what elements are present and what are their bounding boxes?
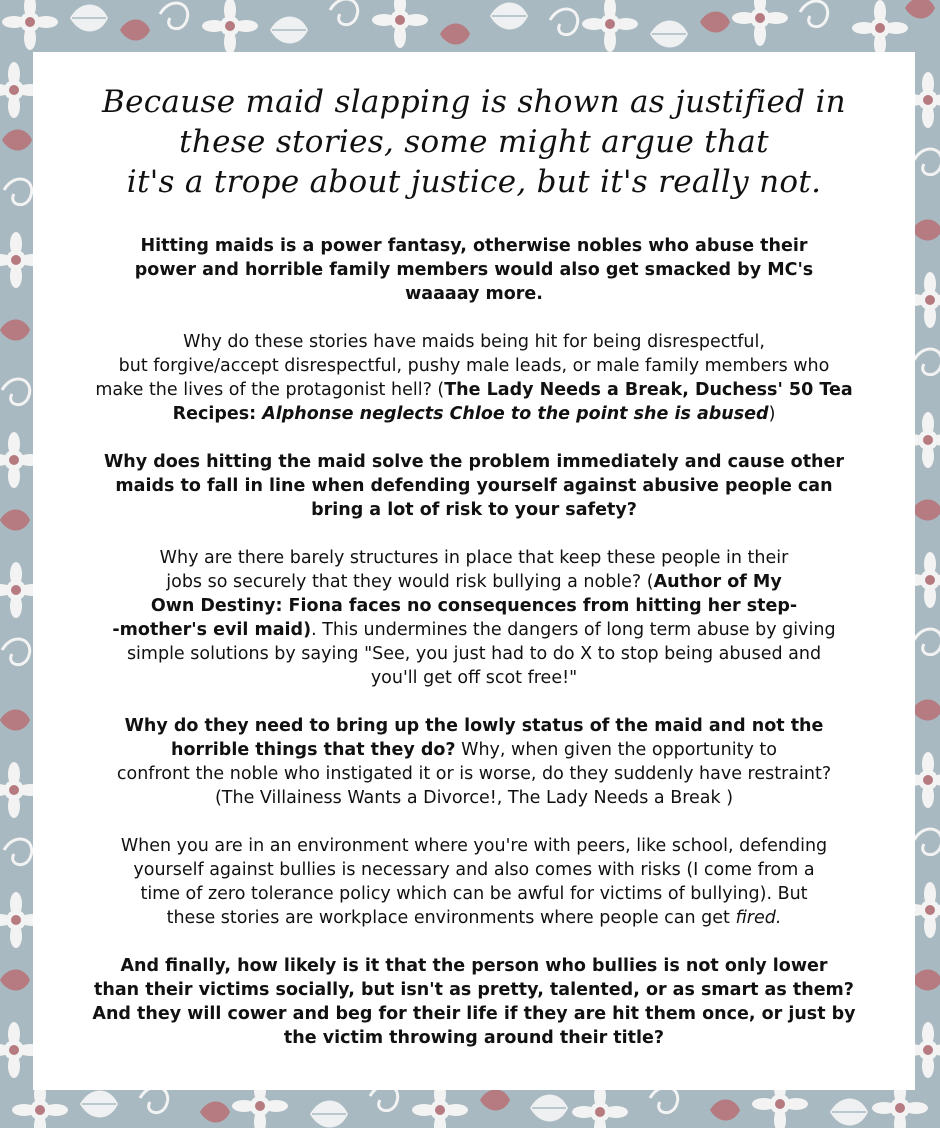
p1-line-3: waaaay more.	[405, 284, 543, 304]
p5-line-3: confront the noble who instigated it or is worse, do they suddenly have restraint?	[116, 764, 832, 784]
p2-line-1: Why do these stories have maids being hit for being disrespectful,	[183, 332, 765, 352]
p7-line-4: the victim throwing around their title?	[283, 1028, 665, 1048]
p1-line-2: power and horrible family members would also get smacked by MC's	[134, 260, 814, 280]
p4-line-2-plain: jobs so securely that they would risk bullying a noble? (	[166, 572, 654, 592]
title-line-1: Because maid slapping is shown as justified in	[102, 84, 846, 120]
paragraph-risk	[33, 450, 915, 522]
paragraph-lowly-status	[33, 714, 915, 810]
title-line-2: these stories, some might argue that	[179, 124, 769, 160]
p5-line-2-bold: horrible things that they do?	[171, 740, 456, 760]
p6-line-4-italic: fired.	[735, 908, 782, 928]
p2-line-4	[33, 402, 915, 426]
paragraph-workplace	[33, 834, 915, 930]
p4-line-1: Why are there barely structures in place that keep these people in their	[159, 548, 789, 568]
p1-line-1: Hitting maids is a power fantasy, otherwise nobles who abuse their	[140, 236, 808, 256]
article-body	[33, 234, 915, 1050]
p4-line-4-plain: . This undermines the dangers of long term abuse by giving	[311, 620, 836, 640]
p2-line-3-plain: make the lives of the protagonist hell? (	[95, 380, 445, 400]
paragraph-power-fantasy	[33, 234, 915, 306]
paragraph-disrespect	[33, 330, 915, 426]
content-panel	[33, 52, 915, 1090]
p6-line-2: yourself against bullies is necessary and also comes with risks (I come from a	[133, 860, 815, 880]
p6-line-3: time of zero tolerance policy which can be awful for victims of bullying). But	[140, 884, 808, 904]
p6-line-4-plain: these stories are workplace environments where people can get	[166, 908, 736, 928]
p4-line-2	[33, 570, 915, 594]
p4-line-2-bold: Author of My	[653, 572, 782, 592]
page-title	[33, 82, 915, 202]
p7-line-3: And they will cower and beg for their life if they are hit them once, or just by	[92, 1004, 856, 1024]
p5-line-2-plain: Why, when given the opportunity to	[455, 740, 777, 760]
p7-line-1: And finally, how likely is it that the person who bullies is not only lower	[120, 956, 828, 976]
p4-line-4	[33, 618, 915, 642]
p2-line-2: but forgive/accept disrespectful, pushy male leads, or male family members who	[118, 356, 830, 376]
p6-line-4	[33, 906, 915, 930]
paragraph-finally	[33, 954, 915, 1050]
p5-line-4: (The Villainess Wants a Divorce!, The Lady Needs a Break )	[214, 788, 734, 808]
p4-line-3: Own Destiny: Fiona faces no consequences from hitting her step-	[150, 596, 798, 616]
p6-line-1: When you are in an environment where you're with peers, like school, defending	[120, 836, 828, 856]
p2-line-4-close: )	[768, 404, 776, 424]
p4-line-6: you'll get off scot free!"	[370, 668, 578, 688]
p3-line-2: maids to fall in line when defending yourself against abusive people can	[115, 476, 833, 496]
p2-line-3-bold: The Lady Needs a Break, Duchess' 50 Tea	[444, 380, 853, 400]
p5-line-1: Why do they need to bring up the lowly status of the maid and not the	[124, 716, 824, 736]
p2-line-3	[33, 378, 915, 402]
p2-line-4-bold: Recipes:	[172, 404, 263, 424]
p4-line-5: simple solutions by saying "See, you just had to do X to stop being abused and	[126, 644, 822, 664]
p5-line-2	[33, 738, 915, 762]
p7-line-2: than their victims socially, but isn't as pretty, talented, or as smart as them?	[94, 980, 854, 1000]
p2-line-4-bold-italic: Alphonse neglects Chloe to the point she is abused	[262, 404, 769, 424]
paragraph-structures	[33, 546, 915, 690]
p3-line-1: Why does hitting the maid solve the problem immediately and cause other	[103, 452, 845, 472]
p4-line-4-bold: -mother's evil maid)	[112, 620, 312, 640]
title-line-3: it's a trope about justice, but it's really not.	[126, 164, 822, 200]
p3-line-3: bring a lot of risk to your safety?	[311, 500, 637, 520]
